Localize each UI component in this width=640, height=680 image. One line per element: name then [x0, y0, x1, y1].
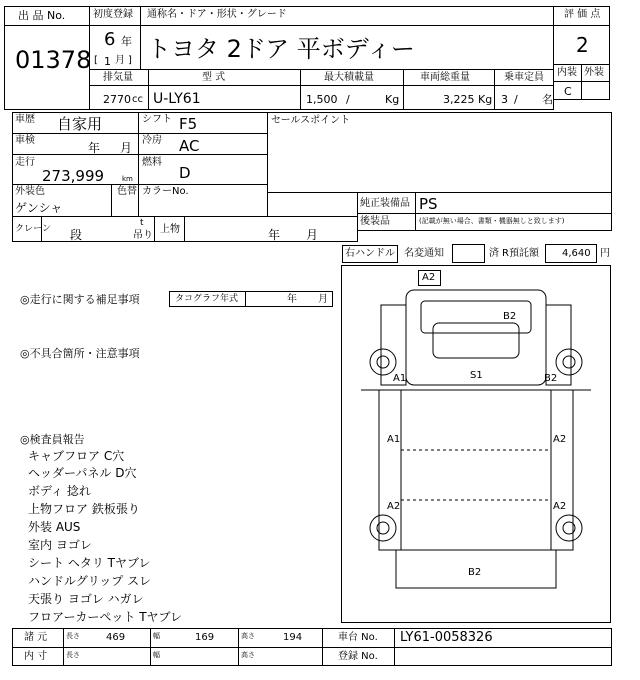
sales-point-label: セールスポイント [271, 115, 351, 126]
genuine-equip-label: 純正装備品 [360, 198, 410, 209]
inspection-year-unit: 年 [88, 141, 101, 155]
shift-label: シフト [142, 114, 172, 125]
bed-outline [379, 390, 573, 550]
cooler-value: AC [179, 137, 200, 155]
width-label: 幅 [153, 632, 160, 640]
height-value: 194 [283, 632, 303, 643]
displacement-unit: cc [132, 94, 143, 105]
bed-month-unit: 月 [306, 228, 319, 242]
capacity-unit: 名 [542, 93, 553, 106]
genuine-equip-value: PS [419, 195, 438, 213]
bed-label: 上物 [160, 224, 180, 235]
color-change-label: 色替 [117, 186, 137, 197]
capacity-slash: / [514, 93, 518, 106]
recycle-value: 4,640 [562, 248, 591, 259]
maxload-label: 最大積載量 [324, 72, 374, 83]
mark-a2-lower-right: A2 [553, 501, 567, 512]
color-divider-2 [138, 184, 139, 217]
details-row-2 [12, 133, 268, 155]
displacement-value: 2770 [103, 93, 131, 106]
mark-a2-lower-left: A2 [387, 501, 401, 512]
length-label: 長さ [66, 632, 80, 640]
driving-notes-label: ◎走行に関する補足事項 [20, 293, 140, 306]
handle-value: 右ハンドル [345, 248, 395, 259]
model-label: 型 式 [202, 72, 226, 83]
height-label: 高さ [241, 632, 255, 640]
details-mid-divider [138, 112, 139, 185]
mark-s1: S1 [470, 370, 483, 381]
mark-a1-side: A1 [387, 434, 401, 445]
history-label: 車歴 [15, 114, 35, 125]
color-code-label: カラーNo. [142, 186, 189, 197]
rear-right-wheel [556, 515, 582, 541]
footer-col-5 [394, 628, 395, 666]
color-divider-1 [111, 184, 112, 217]
recycle-label: R預託額 [502, 248, 539, 259]
crane-lift-unit: 吊り [133, 230, 153, 241]
footer-col-4 [322, 628, 323, 666]
length-value: 469 [106, 632, 126, 643]
registration-month-close: ] [128, 55, 132, 66]
crane-divider-3 [184, 216, 185, 242]
transfer-value-box [452, 244, 485, 263]
recycle-unit: 円 [600, 248, 610, 259]
bed-year-unit: 年 [268, 228, 281, 242]
aftermarket-label: 後装品 [360, 216, 390, 227]
inspector-item: フロアーカーペット Tヤブレ [28, 610, 183, 624]
interior-score: C [564, 85, 572, 98]
inspector-item: ヘッダーパネル D穴 [28, 466, 137, 480]
inspector-item: 外装 AUS [28, 520, 81, 534]
exterior-color-label: 外装色 [15, 186, 45, 197]
name-label-divider [89, 6, 554, 26]
grade-label-divider [553, 6, 610, 26]
mark-b2-bottom: B2 [468, 567, 482, 578]
registration-month: 1 [104, 55, 111, 68]
registration-year-unit: 年 [121, 35, 132, 48]
displacement-label: 排気量 [103, 72, 133, 83]
tachograph-month-unit: 月 [318, 294, 328, 305]
gvw-label: 車両総重量 [420, 72, 470, 83]
width-value: 169 [195, 632, 215, 643]
rear-left-wheel [370, 515, 396, 541]
inspector-item: 室内 ヨゴレ [28, 538, 92, 552]
fuel-value: D [179, 164, 191, 182]
gvw-value: 3,225 [443, 93, 475, 106]
transfer-label: 名変通知 [404, 248, 444, 259]
crane-ton-unit: t [140, 218, 144, 228]
inspector-label: ◎検査員報告 [20, 433, 85, 446]
footer-row-divider [12, 647, 612, 648]
chassis-label: 車台 No. [338, 632, 378, 643]
model-value: U-LY61 [153, 91, 201, 107]
inspection-month-unit: 月 [120, 141, 133, 155]
footer-col-3 [238, 628, 239, 666]
interior-label: 内装 [557, 67, 577, 78]
registration-month-open: [ [94, 55, 98, 66]
name-label: 通称名・ドア・形状・グレード [147, 9, 287, 20]
aftermarket-note: (記載が無い場合、書類・機器無しと致します) [419, 217, 565, 225]
front-right-wheel [556, 349, 582, 375]
history-value: 自家用 [57, 115, 103, 133]
grade-value: 2 [576, 33, 589, 57]
mileage-value: 273,999 [42, 167, 105, 185]
capacity-value: 3 [501, 93, 508, 106]
inspector-item: 上物フロア 鉄板張り [28, 502, 140, 516]
registration-month-unit: 月 [115, 55, 125, 66]
crane-divider-2 [154, 216, 155, 242]
maxload-unit: Kg [385, 93, 400, 106]
chassis-value: LY61-0058326 [400, 630, 493, 645]
recycle-mark: 済 [489, 248, 499, 259]
inner-dims-label: 内 寸 [24, 651, 48, 662]
inner-length-label: 長さ [66, 651, 80, 659]
mark-b2-top: B2 [503, 311, 517, 322]
mileage-unit: km [122, 175, 133, 183]
inspector-item: ハンドルグリップ スレ [28, 574, 152, 588]
mark-a1-left: A1 [393, 373, 407, 384]
inspector-item: ボディ 捻れ [28, 484, 91, 498]
exterior-score-box [581, 81, 610, 100]
inspector-item: シート ヘタリ Tヤブレ [28, 556, 151, 570]
fuel-label: 燃料 [142, 157, 162, 168]
windshield [433, 323, 519, 358]
dims-label: 諸 元 [24, 632, 48, 643]
capacity-label: 乗車定員 [504, 72, 544, 83]
maxload-value: 1,500 [306, 93, 338, 106]
front-left-wheel [370, 349, 396, 375]
mark-a2-side-right: A2 [553, 434, 567, 445]
lot-label: 出 品 No. [18, 9, 66, 22]
footer-col-1 [63, 628, 64, 666]
inspection-label: 車検 [15, 135, 35, 146]
maxload-slash: / [346, 93, 350, 106]
inner-height-label: 高さ [241, 651, 255, 659]
inner-width-label: 幅 [153, 651, 160, 659]
lot-label-divider [4, 6, 90, 26]
crane-label: クレーン [15, 224, 51, 234]
exterior-color-value: ゲンシャ [15, 201, 63, 215]
registration-label: 初度登録 [93, 9, 133, 20]
exterior-label: 外装 [584, 67, 604, 78]
crane-stage-unit: 段 [70, 228, 83, 242]
gvw-unit: Kg [478, 93, 493, 106]
vehicle-name: トヨタ 2ドア 平ボディー [147, 35, 415, 63]
tachograph-year-unit: 年 [287, 294, 297, 305]
shift-value: F5 [179, 115, 198, 133]
footer-col-2 [150, 628, 151, 666]
mark-a2-top: A2 [422, 272, 436, 283]
inspector-item: 天張り ヨゴレ ハガレ [28, 592, 144, 606]
mark-b2-right: B2 [544, 373, 558, 384]
defects-label: ◎不具合箇所・注意事項 [20, 347, 140, 360]
registration-no-label: 登録 No. [338, 651, 378, 662]
tachograph-divider [245, 291, 246, 307]
cooler-label: 冷房 [142, 135, 162, 146]
inspector-item: キャブフロア C穴 [28, 449, 125, 463]
lot-number: 01378 [15, 46, 92, 74]
grade-label: 評 価 点 [564, 9, 601, 20]
tachograph-label: タコグラフ年式 [175, 294, 239, 304]
registration-year: 6 [104, 29, 116, 50]
mileage-label: 走行 [15, 157, 35, 168]
